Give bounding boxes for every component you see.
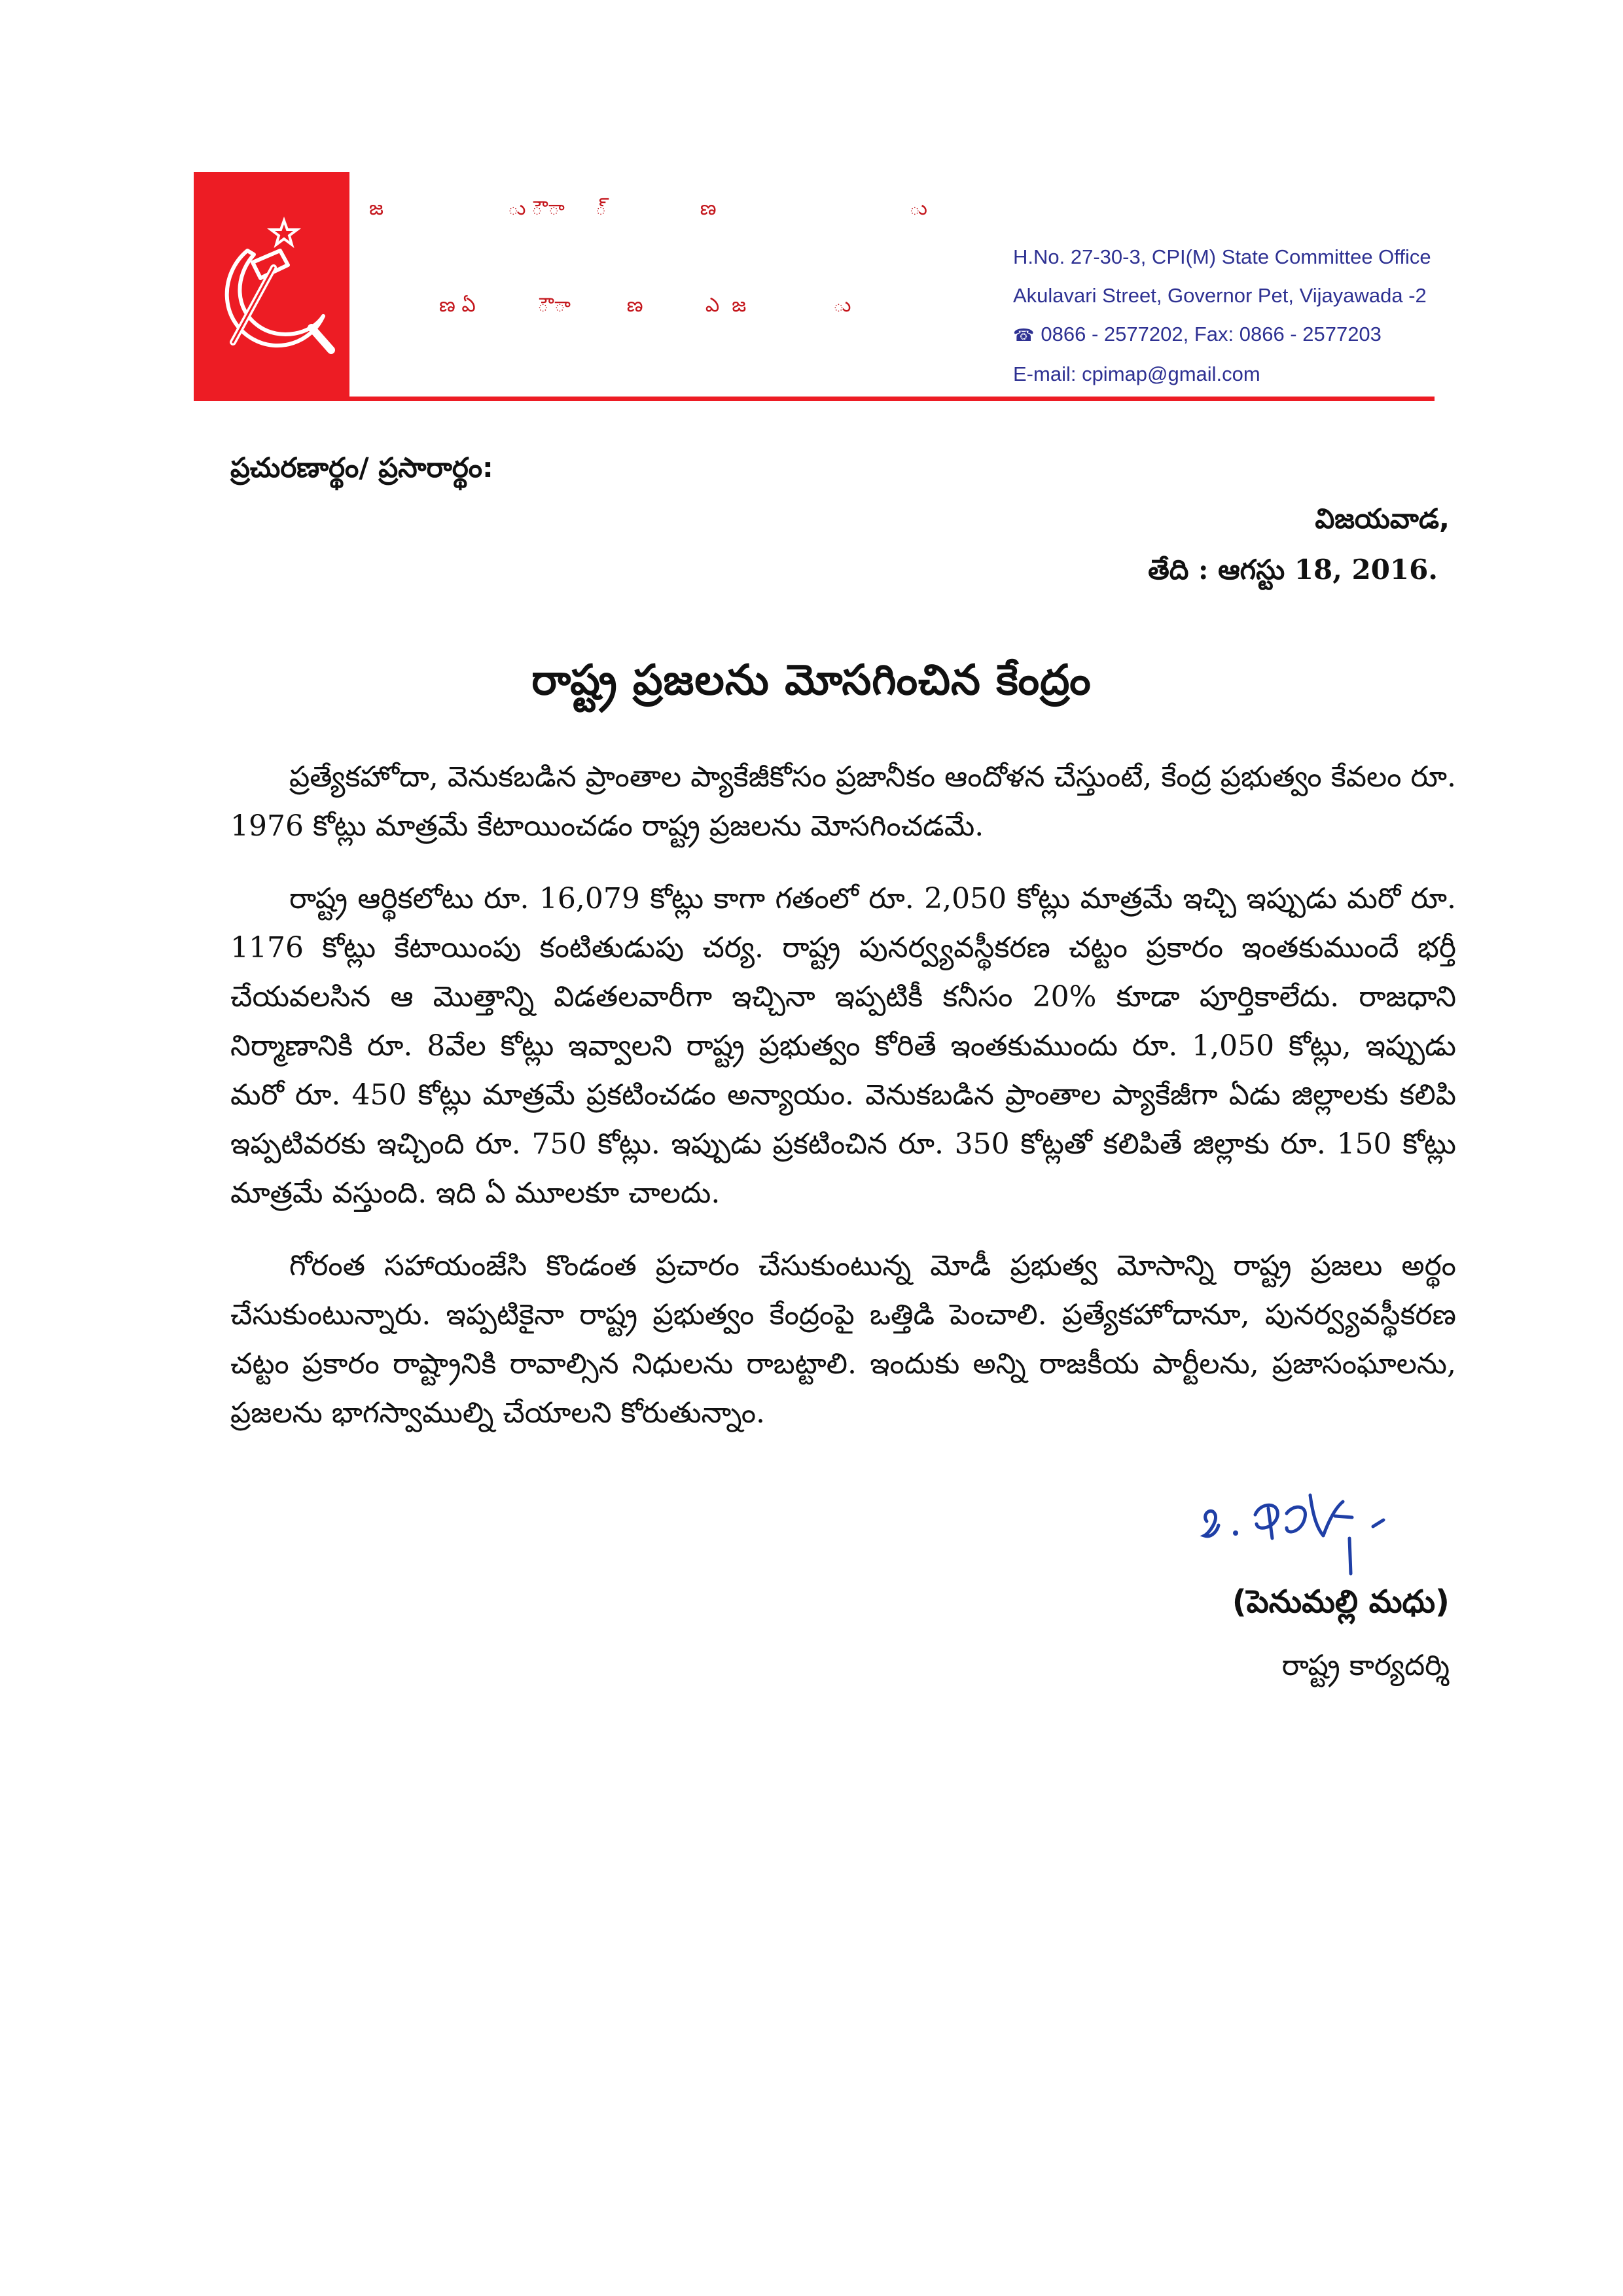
signer-title: రాష్ట్ర కార్యదర్శి — [1281, 1649, 1450, 1682]
phone-text: 0866 - 2577202, Fax: 0866 - 2577203 — [1041, 323, 1382, 345]
hammer-sickle-star-logo — [207, 211, 338, 362]
phone-icon: ☎ — [1013, 325, 1035, 345]
handwritten-signature — [1195, 1475, 1457, 1587]
paragraph-3: గోరంత సహాయంజేసి కొండంత ప్రచారం చేసుకుంటున్న మోడీ ప్రభుత్వ మోసాన్ని రాష్ట్ర ప్రజలు అర్థం చేసుకుంటున్నారు. ఇప్పటికైనా రాష్ట్ర ప్రభుత్వం కేంద్రంపై ఒత్తిడి పెంచాలి. ప్రత్యేకహోదానూ, పునర్వ్యవస్థీకరణ చట్టం ప్రకారం రాష్ట్రానికి రావాల్సిన నిధులను రాబట్టాలి. ఇందుకు అన్ని రాజకీయ పార్టీలను, ప్రజాసంఘాలను, ప్రజలను భాగస్వాముల్ని చేయాలని కోరుతున్నాం. — [230, 1249, 1456, 1430]
letterhead-title-line-2: ణ ఏ ౌ ా ణ ఎ జ ు — [439, 294, 851, 317]
body-text — [230, 752, 1456, 1461]
headline: రాష్ట్ర ప్రజలను మోసగించిన కేంద్రం — [531, 656, 1092, 705]
signer-name: (పెనుమల్లి మధు) — [1232, 1583, 1450, 1620]
letterhead — [194, 172, 1435, 402]
header-rule — [349, 397, 1435, 401]
phone-line — [1013, 315, 1431, 355]
paragraph-2: రాష్ట్ర ఆర్థికలోటు రూ. 16,079 కోట్లు కాగా గతంలో రూ. 2,050 కోట్లు మాత్రమే ఇచ్చి ఇప్పుడు మరో రూ. 1176 కోట్లు కేటాయింపు కంటితుడుపు చర్య. రాష్ట్ర పునర్వ్యవస్థీకరణ చట్టం ప్రకారం ఇంతకుముందే భర్తీ చేయవలసిన ఆ మొత్తాన్ని విడతలవారీగా ఇచ్చినా ఇప్పటికీ కనీసం 20% కూడా పూర్తికాలేదు. రాజధాని నిర్మాణానికి రూ. 8వేల కోట్లు ఇవ్వాలని రాష్ట్ర ప్రభుత్వం కోరితే ఇంతకుముందు రూ. 1,050 కోట్లు, ఇప్పుడు మరో రూ. 450 కోట్లు మాత్రమే ప్రకటించడం అన్యాయం. వెనుకబడిన ప్రాంతాల ప్యాకేజీగా ఏడు జిల్లాలకు కలిపి ఇప్పటివరకు ఇచ్చింది రూ. 750 కోట్లు. ఇప్పుడు ప్రకటించిన రూ. 350 కోట్లతో కలిపితే జిల్లాకు రూ. 150 కోట్లు మాత్రమే వస్తుంది. ఇది ఏ మూలకూ చాలదు. — [230, 882, 1456, 1210]
party-logo — [194, 172, 349, 401]
office-address — [1013, 238, 1431, 393]
letterhead-title-line-1: జ ు ౌ ా ్ ణ ు — [369, 197, 927, 220]
place: విజయవాడ, — [1315, 503, 1450, 535]
address-line-1: H.No. 27-30-3, CPI(M) State Committee Office — [1013, 245, 1431, 268]
address-line-2: Akulavari Street, Governor Pet, Vijayawada -2 — [1013, 284, 1427, 307]
date-line: తేది : ఆగస్టు 18, 2016. — [1148, 554, 1438, 586]
paragraph-1: ప్రత్యేకహోదా, వెనుకబడిన ప్రాంతాల ప్యాకేజీకోసం ప్రజానీకం ఆందోళన చేస్తుంటే, కేంద్ర ప్రభుత్వం కేవలం రూ. 1976 కోట్లు మాత్రమే కేటాయించడం రాష్ట్ర ప్రజలను మోసగించడమే. — [230, 760, 1456, 843]
release-label: ప్రచురణార్థం/ ప్రసారార్థం: — [230, 451, 493, 484]
email-line: E-mail: cpimap@gmail.com — [1013, 362, 1260, 385]
